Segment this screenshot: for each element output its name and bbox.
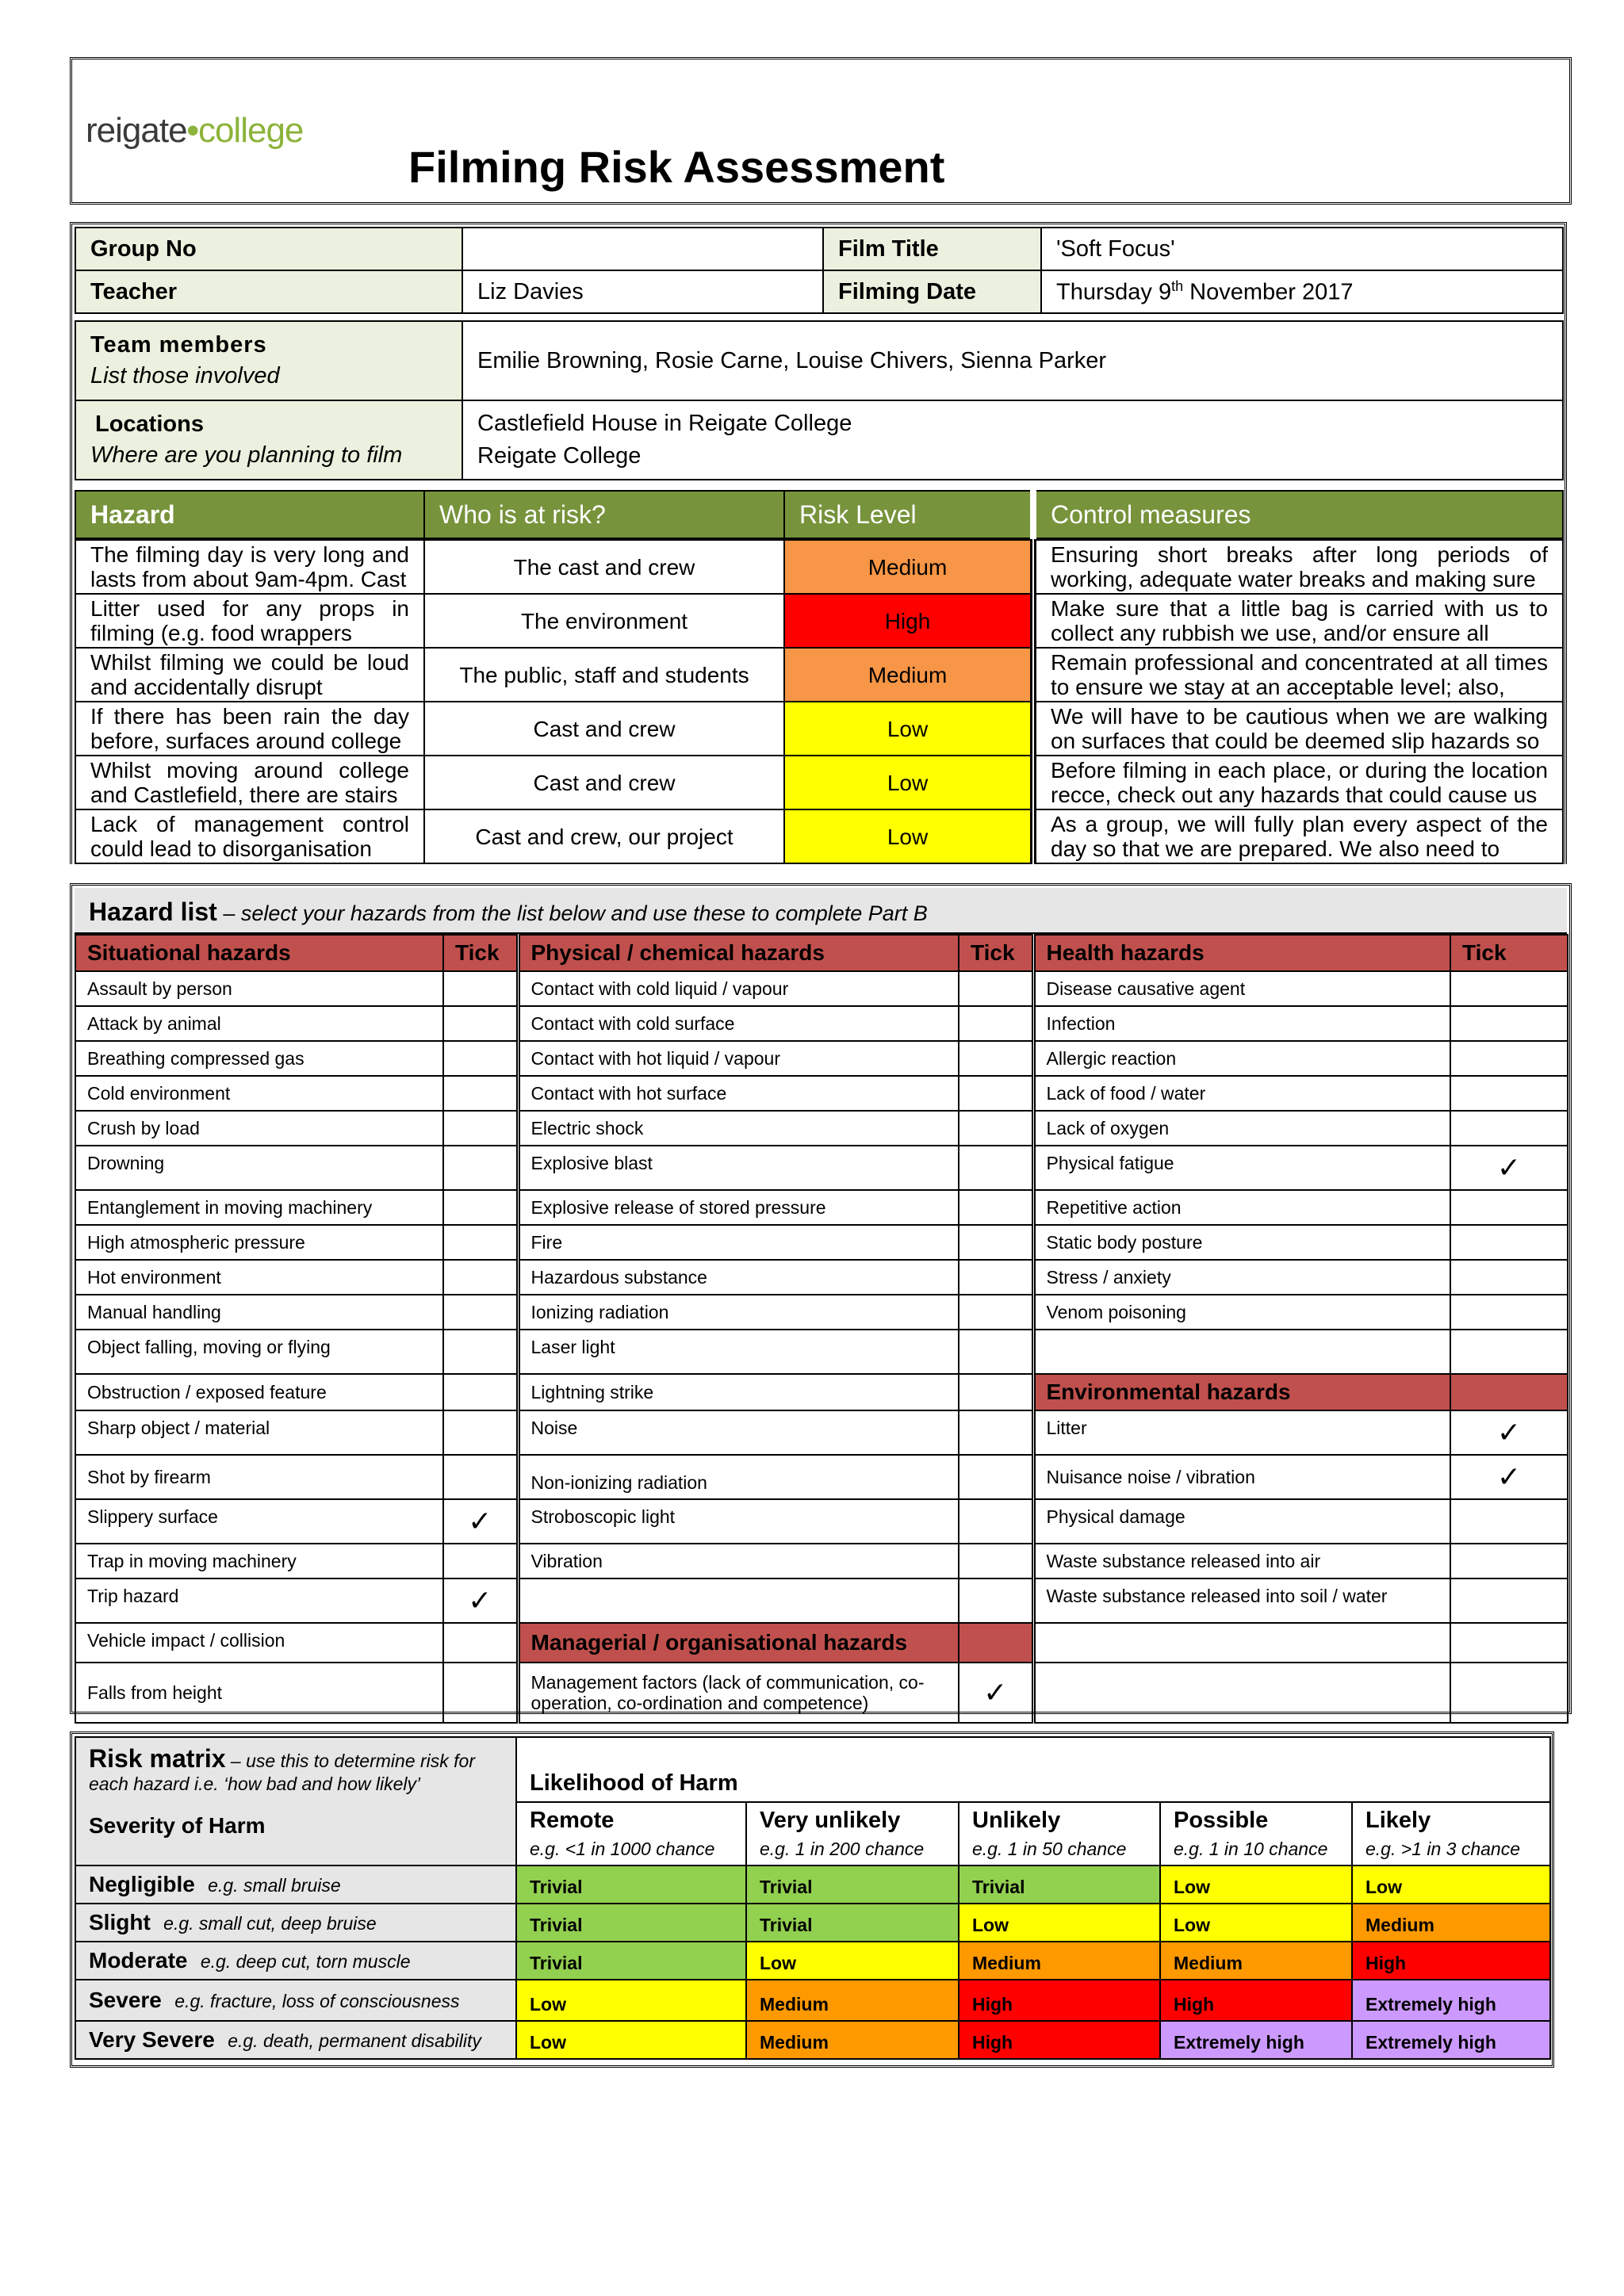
situational-hazard: Trap in moving machinery [75, 1544, 443, 1578]
health-tick[interactable] [1450, 1260, 1568, 1295]
risk-matrix-cell: Low [516, 1980, 746, 2021]
physical-hazard: Hazardous substance [518, 1260, 959, 1295]
tick-header: Tick [1450, 935, 1568, 971]
risk-matrix-cell: Extremely high [1160, 2021, 1352, 2059]
situational-tick[interactable] [443, 1455, 518, 1499]
physical-hazard: Ionizing radiation [518, 1295, 959, 1330]
severity-row [75, 1980, 1550, 2021]
physical-header: Physical / chemical hazards [518, 935, 959, 971]
situational-hazard: High atmospheric pressure [75, 1225, 443, 1260]
risk-matrix-cell: Trivial [516, 1866, 746, 1904]
health-hazard: Lack of food / water [1033, 1076, 1450, 1111]
physical-tick[interactable] [959, 1111, 1033, 1146]
health-tick[interactable]: ✓ [1450, 1410, 1568, 1455]
health-hazard: Physical damage [1033, 1499, 1450, 1544]
physical-tick[interactable] [959, 1190, 1033, 1225]
hazard-list-row [75, 1374, 1568, 1410]
physical-hazard: Contact with cold surface [518, 1006, 959, 1041]
physical-hazard: Noise [518, 1410, 959, 1455]
hazard-text: Litter used for any props in filming (e.g. food wrappers [90, 596, 409, 645]
group-no-label: Group No [75, 228, 462, 270]
situational-hazard: Manual handling [75, 1295, 443, 1330]
physical-hazard: Fire [518, 1225, 959, 1260]
hazard-list-row [75, 1330, 1568, 1374]
risk-matrix-cell: Low [1352, 1866, 1550, 1904]
health-tick[interactable] [1450, 1663, 1568, 1723]
control-measure: Ensuring short breaks after long periods of working, adequate water breaks and making sure [1051, 542, 1548, 591]
risk-matrix-cell: Low [746, 1942, 959, 1980]
risk-matrix-cell: Medium [959, 1942, 1160, 1980]
situational-tick[interactable] [443, 1623, 518, 1663]
likelihood-column-header: Likely e.g. >1 in 3 chance [1352, 1802, 1550, 1866]
environmental-header: Environmental hazards [1033, 1374, 1450, 1410]
physical-tick[interactable] [959, 1076, 1033, 1111]
team-members-label: Team members List those involved [75, 321, 462, 400]
severity-label-cell: Severe e.g. fracture, loss of consciousness [75, 1980, 516, 2021]
severity-label-cell: Negligible e.g. small bruise [75, 1866, 516, 1904]
hazard-list-row [75, 971, 1568, 1006]
health-tick[interactable]: ✓ [1450, 1455, 1568, 1499]
situational-tick[interactable] [443, 971, 518, 1006]
managerial-tick-cell [959, 1623, 1033, 1663]
health-tick[interactable] [1450, 1076, 1568, 1111]
who-at-risk[interactable]: Cast and crew [424, 702, 784, 756]
risk-matrix-cell: Low [516, 2021, 746, 2059]
physical-hazard: Contact with hot surface [518, 1076, 959, 1111]
health-hazard: Waste substance released into air [1033, 1544, 1450, 1578]
physical-tick[interactable] [959, 1455, 1033, 1499]
severity-row [75, 1866, 1550, 1904]
severity-row [75, 1942, 1550, 1980]
situational-tick[interactable]: ✓ [443, 1578, 518, 1623]
health-hazard: Physical fatigue [1033, 1146, 1450, 1190]
environmental-tick-cell [1450, 1374, 1568, 1410]
situational-hazard: Sharp object / material [75, 1410, 443, 1455]
health-tick[interactable] [1450, 1190, 1568, 1225]
severity-label: Severity of Harm [89, 1813, 266, 1838]
risk-level[interactable]: Medium [784, 540, 1033, 594]
hazard-list-row [75, 1146, 1568, 1190]
situational-hazard: Shot by firearm [75, 1455, 443, 1499]
risk-matrix-cell: Medium [1160, 1942, 1352, 1980]
reigate-college-logo: reigate•college [86, 111, 304, 150]
hazard-col-header: Hazard [75, 491, 424, 538]
risk-matrix-cell: Low [1160, 1904, 1352, 1942]
risk-matrix-table [75, 1736, 1551, 2060]
physical-hazard: Explosive release of stored pressure [518, 1190, 959, 1225]
hazard-text: If there has been rain the day before, surfaces around college [90, 704, 409, 753]
situational-hazard: Trip hazard [75, 1578, 443, 1623]
who-at-risk[interactable]: The public, staff and students [424, 648, 784, 702]
health-hazard [1033, 1330, 1450, 1374]
physical-tick[interactable] [959, 1006, 1033, 1041]
health-tick[interactable]: ✓ [1450, 1146, 1568, 1190]
info-table [75, 227, 1564, 314]
hazard-row [75, 540, 1563, 594]
hazard-row [75, 648, 1563, 702]
likelihood-column-header: Remote e.g. <1 in 1000 chance [516, 1802, 746, 1866]
film-title-label: Film Title [823, 228, 1041, 270]
control-measure: Make sure that a little bag is carried with us to collect any rubbish we use, and/or ensure all [1051, 596, 1548, 645]
teacher-label: Teacher [75, 270, 462, 313]
tick-header: Tick [443, 935, 518, 971]
situational-header: Situational hazards [75, 935, 443, 971]
situational-hazard: Crush by load [75, 1111, 443, 1146]
health-hazard: Stress / anxiety [1033, 1260, 1450, 1295]
risk-matrix-cell: Trivial [746, 1866, 959, 1904]
situational-tick[interactable] [443, 1544, 518, 1578]
risk-matrix-cell: Medium [746, 2021, 959, 2059]
physical-hazard: Non-ionizing radiation [518, 1455, 959, 1499]
risk-matrix-cell: High [1352, 1942, 1550, 1980]
hazard-list-row [75, 1499, 1568, 1544]
severity-row [75, 1904, 1550, 1942]
control-measure: Remain professional and concentrated at all times to ensure we stay at an acceptable level; also, [1051, 650, 1548, 699]
health-hazard: Allergic reaction [1033, 1041, 1450, 1076]
physical-hazard: Lightning strike [518, 1374, 959, 1410]
physical-hazard: Electric shock [518, 1111, 959, 1146]
health-header: Health hazards [1033, 935, 1450, 971]
risk-level[interactable]: Medium [784, 648, 1033, 702]
hazard-text: Whilst filming we could be loud and accidentally disrupt [90, 650, 409, 699]
physical-tick[interactable] [959, 1578, 1033, 1623]
physical-tick[interactable] [959, 1225, 1033, 1260]
situational-tick[interactable] [443, 1330, 518, 1374]
locations-label: Locations Where are you planning to film [75, 400, 462, 480]
risk-matrix-cell: Medium [1352, 1904, 1550, 1942]
health-tick[interactable] [1450, 1041, 1568, 1076]
health-hazard: Infection [1033, 1006, 1450, 1041]
health-hazard [1033, 1663, 1450, 1723]
control-measure: Before filming in each place, or during the location recce, check out any hazards that could cause us [1051, 758, 1548, 807]
who-at-risk[interactable]: Cast and crew, our project [424, 809, 784, 863]
who-at-risk[interactable]: Cast and crew [424, 756, 784, 809]
physical-hazard: Vibration [518, 1544, 959, 1578]
risk-matrix-cell: Extremely high [1352, 1980, 1550, 2021]
situational-hazard: Breathing compressed gas [75, 1041, 443, 1076]
physical-tick[interactable] [959, 1146, 1033, 1190]
hazard-row [75, 702, 1563, 756]
risk-level[interactable]: Low [784, 756, 1033, 809]
hazard-list-row [75, 1544, 1568, 1578]
health-hazard [1033, 1623, 1450, 1663]
physical-tick[interactable] [959, 1330, 1033, 1374]
hazard-row [75, 756, 1563, 809]
situational-tick[interactable] [443, 1190, 518, 1225]
health-hazard: Venom poisoning [1033, 1295, 1450, 1330]
situational-hazard: Assault by person [75, 971, 443, 1006]
severity-row [75, 2021, 1550, 2059]
likelihood-column-header: Possible e.g. 1 in 10 chance [1160, 1802, 1352, 1866]
situational-hazard: Attack by animal [75, 1006, 443, 1041]
risk-matrix-cell: Low [959, 1904, 1160, 1942]
hazard-list-row [75, 1663, 1568, 1723]
situational-tick[interactable] [443, 1260, 518, 1295]
hazard-text: Lack of management control could lead to disorganisation [90, 812, 409, 861]
hazard-list-row [75, 1225, 1568, 1260]
hazard-list-row [75, 1410, 1568, 1455]
hazard-list-row [75, 1260, 1568, 1295]
control-col-header: Control measures [1033, 491, 1563, 538]
group-no-value[interactable] [462, 228, 823, 270]
page-title: Filming Risk Assessment [408, 142, 945, 192]
hazard-text: Whilst moving around college and Castlefield, there are stairs [90, 758, 409, 807]
hazard-list-row [75, 1578, 1568, 1623]
risk-matrix-cell: Trivial [516, 1942, 746, 1980]
tick-header: Tick [959, 935, 1033, 971]
physical-hazard: Management factors (lack of communication, co-operation, co-ordination and competence) [518, 1663, 959, 1723]
hazard-list-row [75, 1295, 1568, 1330]
situational-hazard: Drowning [75, 1146, 443, 1190]
teacher-value[interactable]: Liz Davies [462, 270, 823, 313]
physical-tick[interactable] [959, 1544, 1033, 1578]
hazard-list-row [75, 1190, 1568, 1225]
control-measure: We will have to be cautious when we are walking on surfaces that could be deemed slip hazards so [1051, 704, 1548, 753]
risk-matrix-cell: High [959, 2021, 1160, 2059]
team-members-value[interactable]: Emilie Browning, Rosie Carne, Louise Chivers, Sienna Parker [462, 321, 1563, 400]
situational-hazard: Object falling, moving or flying [75, 1330, 443, 1374]
hazard-list-row [75, 1111, 1568, 1146]
hazard-row [75, 594, 1563, 648]
control-measure: As a group, we will fully plan every aspect of the day so that we are prepared. We also need to [1051, 812, 1548, 861]
who-at-risk[interactable]: The cast and crew [424, 540, 784, 594]
hazard-list-row [75, 1006, 1568, 1041]
situational-tick[interactable] [443, 1146, 518, 1190]
hazard-list-row [75, 1623, 1568, 1663]
hazard-list-heading: Hazard list – select your hazards from the list below and use these to complete Part B [75, 888, 1567, 934]
managerial-header: Managerial / organisational hazards [518, 1623, 959, 1663]
health-tick[interactable] [1450, 1578, 1568, 1623]
film-title-value[interactable]: 'Soft Focus' [1041, 228, 1563, 270]
hazard-rows [75, 539, 1564, 864]
physical-tick[interactable] [959, 1410, 1033, 1455]
risk-matrix-title-cell: Risk matrix – use this to determine risk for each hazard i.e. ‘how bad and how likely’ Severity of Harm [75, 1737, 516, 1866]
who-col-header: Who is at risk? [424, 491, 784, 538]
situational-tick[interactable] [443, 1041, 518, 1076]
risk-matrix-cell: High [959, 1980, 1160, 2021]
hazard-list-row [75, 1041, 1568, 1076]
situational-tick[interactable] [443, 1225, 518, 1260]
health-hazard: Static body posture [1033, 1225, 1450, 1260]
physical-hazard [518, 1578, 959, 1623]
physical-tick[interactable] [959, 1499, 1033, 1544]
risk-matrix-cell: Trivial [959, 1866, 1160, 1904]
physical-tick[interactable]: ✓ [959, 1663, 1033, 1723]
situational-hazard: Falls from height [75, 1663, 443, 1723]
situational-hazard: Hot environment [75, 1260, 443, 1295]
physical-tick[interactable] [959, 1295, 1033, 1330]
who-at-risk[interactable]: The environment [424, 594, 784, 648]
situational-hazard: Vehicle impact / collision [75, 1623, 443, 1663]
health-tick[interactable] [1450, 971, 1568, 1006]
locations-value[interactable]: Castlefield House in Reigate College Reigate College [462, 400, 1563, 480]
health-hazard: Litter [1033, 1410, 1450, 1455]
hazard-list-rows [75, 970, 1568, 1724]
physical-tick[interactable] [959, 971, 1033, 1006]
health-hazard: Disease causative agent [1033, 971, 1450, 1006]
health-hazard: Repetitive action [1033, 1190, 1450, 1225]
physical-tick[interactable] [959, 1041, 1033, 1076]
situational-hazard: Slippery surface [75, 1499, 443, 1544]
health-tick[interactable] [1450, 1295, 1568, 1330]
health-hazard: Lack of oxygen [1033, 1111, 1450, 1146]
risk-matrix-cell: Trivial [516, 1904, 746, 1942]
hazard-list-table [75, 934, 1568, 972]
physical-tick[interactable] [959, 1374, 1033, 1410]
situational-tick[interactable] [443, 1076, 518, 1111]
health-tick[interactable] [1450, 1006, 1568, 1041]
situational-tick[interactable]: ✓ [443, 1499, 518, 1544]
health-hazard: Nuisance noise / vibration [1033, 1455, 1450, 1499]
situational-tick[interactable] [443, 1374, 518, 1410]
hazard-text: The filming day is very long and lasts from about 9am-4pm. Cast [90, 542, 409, 591]
situational-hazard: Obstruction / exposed feature [75, 1374, 443, 1410]
physical-hazard: Stroboscopic light [518, 1499, 959, 1544]
health-tick[interactable] [1450, 1623, 1568, 1663]
risk-matrix-cell: Trivial [746, 1904, 959, 1942]
risk-level[interactable]: Low [784, 809, 1033, 863]
situational-tick[interactable] [443, 1006, 518, 1041]
health-tick[interactable] [1450, 1544, 1568, 1578]
likelihood-column-header: Very unlikely e.g. 1 in 200 chance [746, 1802, 959, 1866]
risk-matrix-cell: High [1160, 1980, 1352, 2021]
likelihood-column-header: Unlikely e.g. 1 in 50 chance [959, 1802, 1160, 1866]
physical-tick[interactable] [959, 1260, 1033, 1295]
hazard-list-row [75, 1076, 1568, 1111]
risk-matrix-cell: Extremely high [1352, 2021, 1550, 2059]
filming-date-value[interactable]: Thursday 9th November 2017 [1041, 270, 1563, 313]
health-hazard: Waste substance released into soil / water [1033, 1578, 1450, 1623]
situational-hazard: Cold environment [75, 1076, 443, 1111]
health-tick[interactable] [1450, 1111, 1568, 1146]
situational-tick[interactable] [443, 1295, 518, 1330]
severity-label-cell: Slight e.g. small cut, deep bruise [75, 1904, 516, 1942]
risk-level-col-header: Risk Level [784, 491, 1033, 538]
physical-hazard: Laser light [518, 1330, 959, 1374]
risk-level[interactable]: Low [784, 702, 1033, 756]
physical-hazard: Contact with hot liquid / vapour [518, 1041, 959, 1076]
filming-date-label: Filming Date [823, 270, 1041, 313]
severity-label-cell: Very Severe e.g. death, permanent disability [75, 2021, 516, 2059]
hazard-list-row [75, 1455, 1568, 1499]
risk-level[interactable]: High [784, 594, 1033, 648]
health-tick[interactable] [1450, 1225, 1568, 1260]
physical-hazard: Explosive blast [518, 1146, 959, 1190]
situational-tick[interactable] [443, 1410, 518, 1455]
likelihood-label: Likelihood of Harm [516, 1737, 1550, 1802]
severity-label-cell: Moderate e.g. deep cut, torn muscle [75, 1942, 516, 1980]
hazard-table [75, 490, 1564, 539]
situational-hazard: Entanglement in moving machinery [75, 1190, 443, 1225]
hazard-row [75, 809, 1563, 863]
situational-tick[interactable] [443, 1663, 518, 1723]
health-tick[interactable] [1450, 1499, 1568, 1544]
risk-matrix-cell: Low [1160, 1866, 1352, 1904]
health-tick[interactable] [1450, 1330, 1568, 1374]
situational-tick[interactable] [443, 1111, 518, 1146]
team-table [75, 320, 1564, 480]
risk-matrix-cell: Medium [746, 1980, 959, 2021]
physical-hazard: Contact with cold liquid / vapour [518, 971, 959, 1006]
